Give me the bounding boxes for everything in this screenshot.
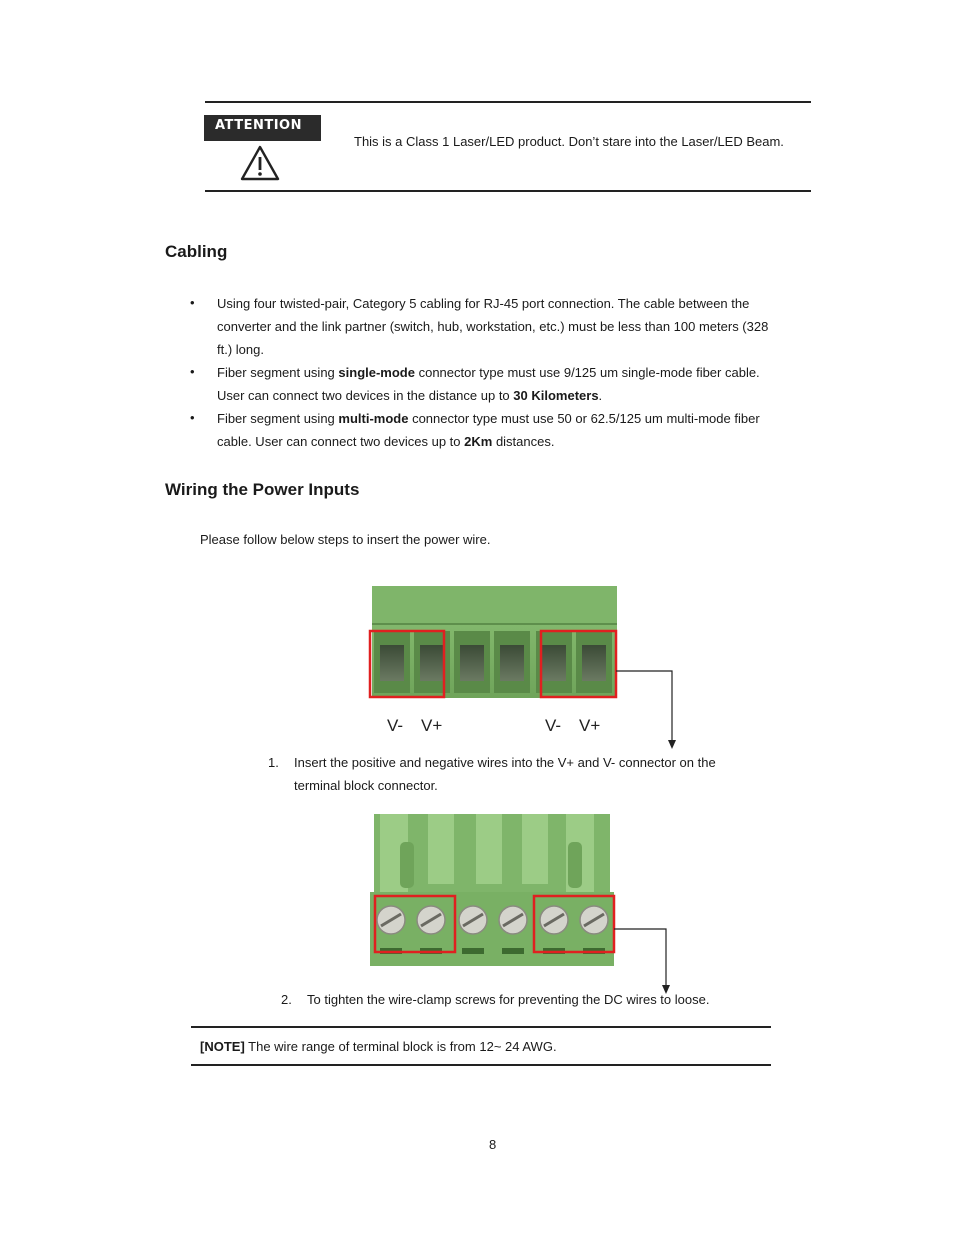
right-v-minus-label: V- bbox=[545, 716, 562, 735]
bullet-2-line-1: Fiber segment using single-mode connector type must use 9/125 um single-mode fiber cable. bbox=[217, 365, 760, 380]
attention-top-rule bbox=[205, 101, 811, 103]
note-body: The wire range of terminal block is from 12~ 24 AWG. bbox=[244, 1039, 557, 1054]
bullet-3-marker: • bbox=[190, 410, 195, 425]
bullet-3-line-1: Fiber segment using multi-mode connector type must use 50 or 62.5/125 um multi-mode fiber bbox=[217, 411, 760, 426]
bullet-1-text bbox=[217, 292, 787, 361]
left-v-minus-label: V- bbox=[387, 716, 404, 735]
distance-bold: 30 Kilometers bbox=[513, 388, 599, 403]
note-text bbox=[200, 1039, 557, 1054]
right-v-plus-label: V+ bbox=[579, 716, 601, 735]
step-1-line-1: Insert the positive and negative wires into the V+ and V- connector on the bbox=[294, 755, 716, 770]
step-1-text bbox=[294, 751, 716, 797]
bullet-2-text bbox=[217, 361, 787, 407]
warning-triangle-icon bbox=[240, 143, 280, 183]
note-top-rule bbox=[191, 1026, 771, 1028]
bullet-2-marker: • bbox=[190, 364, 195, 379]
terminal-block-front-figure bbox=[366, 583, 686, 753]
attention-bottom-rule bbox=[205, 190, 811, 192]
step-1-number: 1. bbox=[268, 755, 279, 770]
note-tag: [NOTE] bbox=[200, 1039, 245, 1054]
multi-mode-bold: multi-mode bbox=[338, 411, 409, 426]
bullet-2-line-2: User can connect two devices in the distance up to 30 Kilometers. bbox=[217, 388, 603, 403]
bullet-1-line-3: ft.) long. bbox=[217, 342, 264, 357]
page-number: 8 bbox=[489, 1137, 497, 1152]
power-intro: Please follow below steps to insert the power wire. bbox=[200, 532, 491, 547]
single-mode-bold: single-mode bbox=[338, 365, 415, 380]
cabling-heading: Cabling bbox=[165, 242, 228, 261]
attention-text: This is a Class 1 Laser/LED product. Don’t stare into the Laser/LED Beam. bbox=[354, 134, 784, 149]
power-heading: Wiring the Power Inputs bbox=[165, 480, 360, 499]
step-2-text: To tighten the wire-clamp screws for preventing the DC wires to loose. bbox=[307, 992, 710, 1007]
step-1-line-2: terminal block connector. bbox=[294, 778, 438, 793]
terminal-block-screws-figure bbox=[366, 812, 676, 998]
bullet-1-line-1: Using four twisted-pair, Category 5 cabling for RJ-45 port connection. The cable between the bbox=[217, 296, 750, 311]
bullet-3-text bbox=[217, 407, 787, 453]
left-v-plus-label: V+ bbox=[421, 716, 443, 735]
note-bottom-rule bbox=[191, 1064, 771, 1066]
range-bold: 2Km bbox=[464, 434, 493, 449]
bullet-1-marker: • bbox=[190, 295, 195, 310]
attention-label: ATTENTION bbox=[204, 115, 321, 141]
bullet-3-line-2: cable. User can connect two devices up to 2Km distances. bbox=[217, 434, 555, 449]
step-2-number: 2. bbox=[281, 992, 292, 1007]
bullet-1-line-2: converter and the link partner (switch, hub, workstation, etc.) must be less than 100 meters (328 bbox=[217, 319, 769, 334]
